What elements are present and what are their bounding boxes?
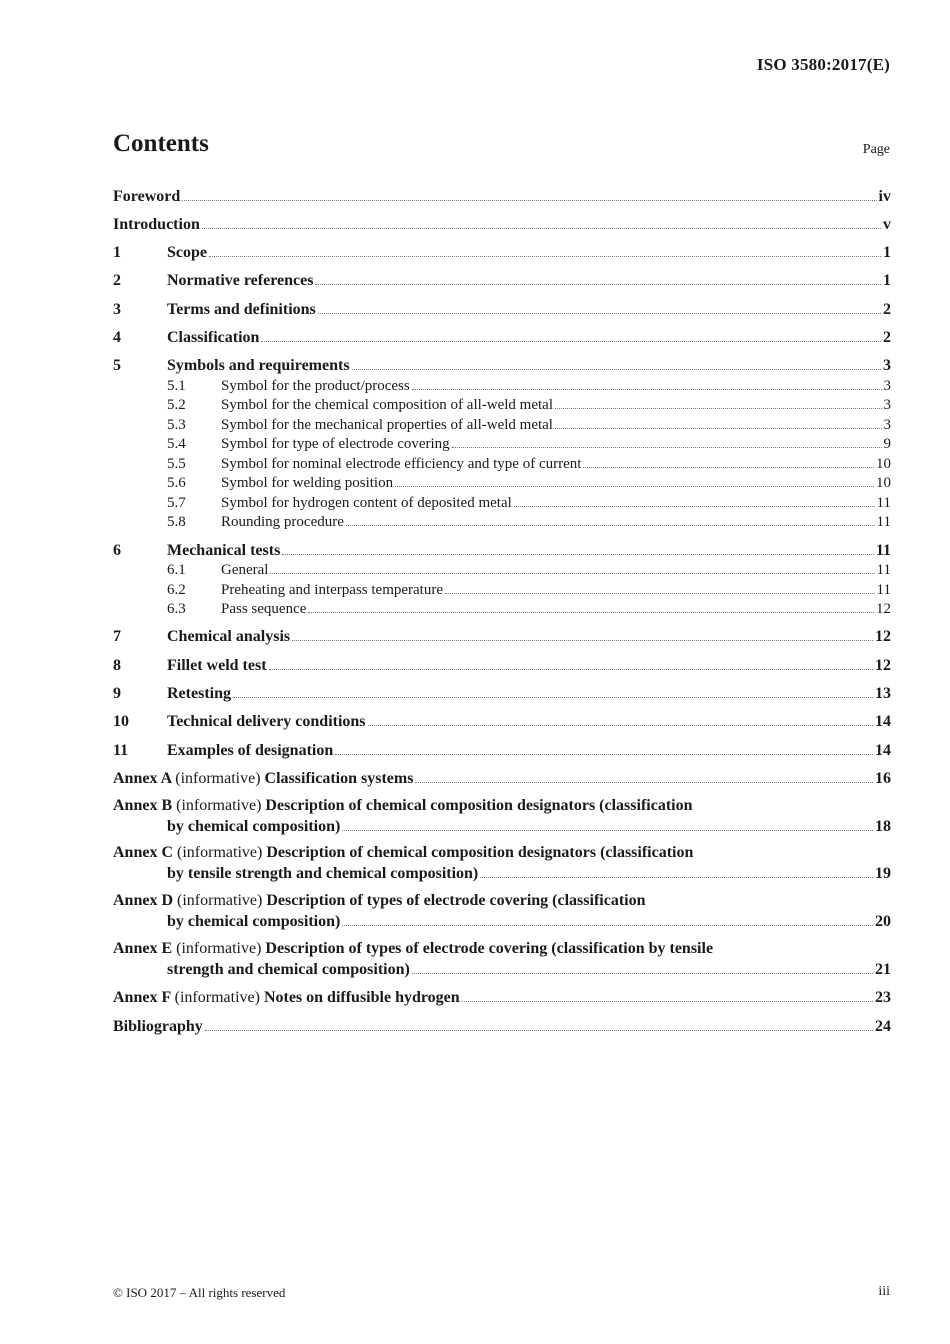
subclause-number: 6.3 [167, 601, 186, 618]
annex-title-line [113, 770, 413, 788]
annex-type: (informative) [176, 940, 262, 958]
toc-entry-subclause[interactable] [113, 579, 891, 599]
leader-dots [261, 340, 881, 342]
leader-dots [182, 199, 876, 201]
annex-title: Description of chemical composition designators (classification [265, 796, 693, 814]
toc-label: General [221, 562, 269, 579]
toc-label: Examples of designation [167, 741, 334, 759]
leader-dots [209, 255, 881, 257]
leader-dots [346, 524, 875, 526]
toc-label: Normative references [167, 272, 314, 290]
clause-number: 7 [113, 628, 121, 646]
toc-label: Symbol for the chemical composition of all-weld metal [221, 397, 553, 414]
leader-dots [412, 388, 882, 390]
toc-label: Symbol for nominal electrode efficiency and type of current [221, 455, 582, 472]
toc-entry-subclause[interactable] [113, 375, 891, 395]
toc-page: 12 [876, 601, 891, 618]
toc-entry-subclause[interactable] [113, 414, 891, 434]
toc-page: 12 [875, 628, 891, 646]
leader-dots [282, 553, 874, 555]
leader-dots [318, 312, 881, 314]
page-column-label: Page [862, 142, 890, 157]
leader-dots [352, 368, 881, 370]
toc-entry-clause[interactable] [113, 271, 891, 291]
annex-title-line [113, 797, 891, 817]
toc-entry-annex-d[interactable] [113, 892, 891, 931]
annex-id: Annex A [113, 769, 172, 787]
toc-entry-annex-a[interactable] [113, 768, 891, 788]
toc-page: 23 [875, 989, 891, 1007]
leader-dots [270, 572, 874, 574]
annex-id: Annex B [113, 796, 173, 814]
toc-entry-subclause[interactable] [113, 473, 891, 493]
toc-entry-annex-e[interactable] [113, 940, 891, 979]
annex-type: (informative) [177, 892, 263, 910]
leader-dots [202, 227, 881, 229]
annex-id: Annex C [113, 844, 174, 862]
leader-dots [205, 1029, 873, 1031]
annex-type: (informative) [177, 844, 263, 862]
leader-dots [395, 485, 874, 487]
annex-id: Annex E [113, 940, 173, 958]
clause-number: 10 [113, 713, 129, 731]
leader-dots [452, 446, 882, 448]
annex-type: (informative) [174, 989, 260, 1007]
clause-number: 4 [113, 328, 121, 346]
toc-label: Mechanical tests [167, 541, 281, 559]
toc-entry-clause[interactable] [113, 683, 891, 703]
leader-dots [555, 407, 882, 409]
toc-label: Symbol for welding position [221, 475, 394, 492]
toc-label: Symbol for the product/process [221, 377, 410, 394]
toc-page: 19 [875, 865, 891, 883]
leader-dots [292, 639, 873, 641]
leader-dots [269, 668, 873, 670]
clause-number: 3 [113, 300, 121, 318]
toc-page: 3 [883, 357, 891, 375]
toc-page: 11 [875, 541, 891, 559]
leader-dots [342, 829, 873, 831]
toc-page: 2 [883, 300, 891, 318]
leader-dots [415, 781, 873, 783]
toc-page: 3 [883, 416, 891, 433]
toc-page: 3 [883, 397, 891, 414]
annex-title: Description of types of electrode covering (classification [266, 892, 646, 910]
annex-title-continuation [113, 816, 891, 836]
toc-entry-clause[interactable] [113, 655, 891, 675]
leader-dots [233, 696, 873, 698]
leader-dots [342, 924, 873, 926]
toc-page: 11 [876, 562, 891, 579]
leader-dots [583, 466, 874, 468]
toc-label: Rounding procedure [221, 514, 344, 531]
toc-entry-subclause[interactable] [113, 512, 891, 532]
toc-label: Technical delivery conditions [167, 713, 366, 731]
toc-entry-clause[interactable] [113, 740, 891, 760]
annex-title: Classification systems [264, 769, 414, 787]
toc-entry-clause[interactable] [113, 540, 891, 560]
leader-dots [555, 427, 882, 429]
toc-label: Preheating and interpass temperature [221, 581, 443, 598]
toc-label: Symbol for hydrogen content of deposited metal [221, 494, 512, 511]
clause-number: 2 [113, 272, 121, 290]
leader-dots [315, 283, 881, 285]
toc-page: 21 [875, 961, 891, 979]
toc-page: 11 [876, 581, 891, 598]
toc-page: 3 [883, 377, 891, 394]
toc-entry-subclause[interactable] [113, 434, 891, 454]
toc-page: 10 [876, 475, 891, 492]
annex-title: Description of types of electrode covering (classification by tensile [265, 940, 714, 958]
toc-page: 1 [883, 272, 891, 290]
toc-entry-clause[interactable] [113, 627, 891, 647]
annex-title-cont: by chemical composition) [167, 817, 341, 835]
subclause-number: 5.7 [167, 494, 186, 511]
subclause-number: 5.8 [167, 514, 186, 531]
subclause-number: 5.5 [167, 455, 186, 472]
annex-title-cont: strength and chemical composition) [167, 961, 410, 979]
toc-entry-clause[interactable] [113, 356, 891, 376]
toc-entry-subclause[interactable] [113, 453, 891, 473]
toc-label: Foreword [113, 187, 181, 205]
annex-id: Annex F [113, 989, 171, 1007]
annex-title-cont: by tensile strength and chemical composition) [167, 865, 479, 883]
subclause-number: 6.1 [167, 562, 186, 579]
toc-entry-annex-c[interactable] [113, 844, 891, 883]
toc-label: Chemical analysis [167, 628, 291, 646]
toc-page: iv [878, 187, 891, 205]
toc-label: Symbol for type of electrode covering [221, 436, 450, 453]
annex-title-continuation [113, 960, 891, 980]
annex-title-continuation [113, 864, 891, 884]
leader-dots [308, 611, 874, 613]
toc-page: 13 [875, 684, 891, 702]
document-id: ISO 3580:2017(E) [756, 55, 890, 74]
toc-page: 2 [883, 328, 891, 346]
toc-entry-annex-b[interactable] [113, 797, 891, 836]
annex-title-continuation [113, 912, 891, 932]
annex-title-line [113, 989, 460, 1007]
toc-label: Bibliography [113, 1017, 203, 1035]
toc-page: 9 [883, 436, 891, 453]
annex-id: Annex D [113, 892, 174, 910]
leader-dots [514, 505, 875, 507]
subclause-number: 6.2 [167, 581, 186, 598]
leader-dots [368, 724, 873, 726]
annex-title: Notes on diffusible hydrogen [263, 989, 460, 1007]
annex-title: Description of chemical composition designators (classification [266, 844, 694, 862]
toc-label: Terms and definitions [167, 300, 316, 318]
page-number: iii [878, 1284, 890, 1299]
clause-number: 11 [113, 741, 129, 759]
toc-label: Introduction [113, 215, 200, 233]
toc-label: Symbol for the mechanical properties of all-weld metal [221, 416, 553, 433]
toc-page: 16 [875, 769, 891, 787]
toc-entry-clause[interactable] [113, 299, 891, 319]
toc-page: 14 [875, 741, 891, 759]
toc-page: v [883, 215, 891, 233]
toc-entry-foreword[interactable] [113, 186, 891, 206]
annex-title-line [113, 892, 891, 912]
toc-page: 11 [876, 494, 891, 511]
toc-label: Classification [167, 328, 260, 346]
table-of-contents [113, 186, 891, 1036]
subclause-number: 5.6 [167, 475, 186, 492]
toc-label: Symbols and requirements [167, 357, 350, 375]
toc-entry-subclause[interactable] [113, 560, 891, 580]
toc-page: 18 [875, 817, 891, 835]
toc-entry-subclause[interactable] [113, 395, 891, 415]
leader-dots [480, 876, 873, 878]
subclause-number: 5.1 [167, 377, 186, 394]
toc-page: 12 [875, 656, 891, 674]
toc-label: Fillet weld test [167, 656, 267, 674]
annex-title-line [113, 844, 891, 864]
toc-label: Retesting [167, 684, 231, 702]
toc-entry-bibliography[interactable] [113, 1016, 891, 1036]
leader-dots [412, 972, 873, 974]
toc-page: 20 [875, 913, 891, 931]
copyright-notice: © ISO 2017 – All rights reserved [113, 1285, 286, 1300]
toc-page: 14 [875, 713, 891, 731]
annex-title-cont: by chemical composition) [167, 913, 341, 931]
toc-entry-clause[interactable] [113, 327, 891, 347]
subclause-number: 5.3 [167, 416, 186, 433]
clause-number: 1 [113, 244, 121, 262]
leader-dots [445, 592, 875, 594]
toc-page: 1 [883, 244, 891, 262]
clause-number: 5 [113, 357, 121, 375]
annex-type: (informative) [176, 796, 262, 814]
toc-entry-clause[interactable] [113, 243, 891, 263]
toc-entry-introduction[interactable] [113, 214, 891, 234]
leader-dots [462, 1000, 873, 1002]
toc-page: 24 [875, 1017, 891, 1035]
toc-entry-clause[interactable] [113, 712, 891, 732]
annex-title-line [113, 940, 891, 960]
clause-number: 8 [113, 656, 121, 674]
subclause-number: 5.2 [167, 397, 186, 414]
toc-page: 11 [876, 514, 891, 531]
toc-entry-annex-f[interactable] [113, 988, 891, 1008]
toc-label: Scope [167, 244, 207, 262]
toc-page: 10 [876, 455, 891, 472]
toc-entry-subclause[interactable] [113, 492, 891, 512]
page-title: Contents [113, 130, 209, 157]
clause-number: 9 [113, 684, 121, 702]
leader-dots [335, 753, 873, 755]
annex-type: (informative) [175, 769, 261, 787]
clause-number: 6 [113, 541, 121, 559]
toc-label: Pass sequence [221, 601, 307, 618]
toc-entry-subclause[interactable] [113, 599, 891, 619]
subclause-number: 5.4 [167, 436, 186, 453]
